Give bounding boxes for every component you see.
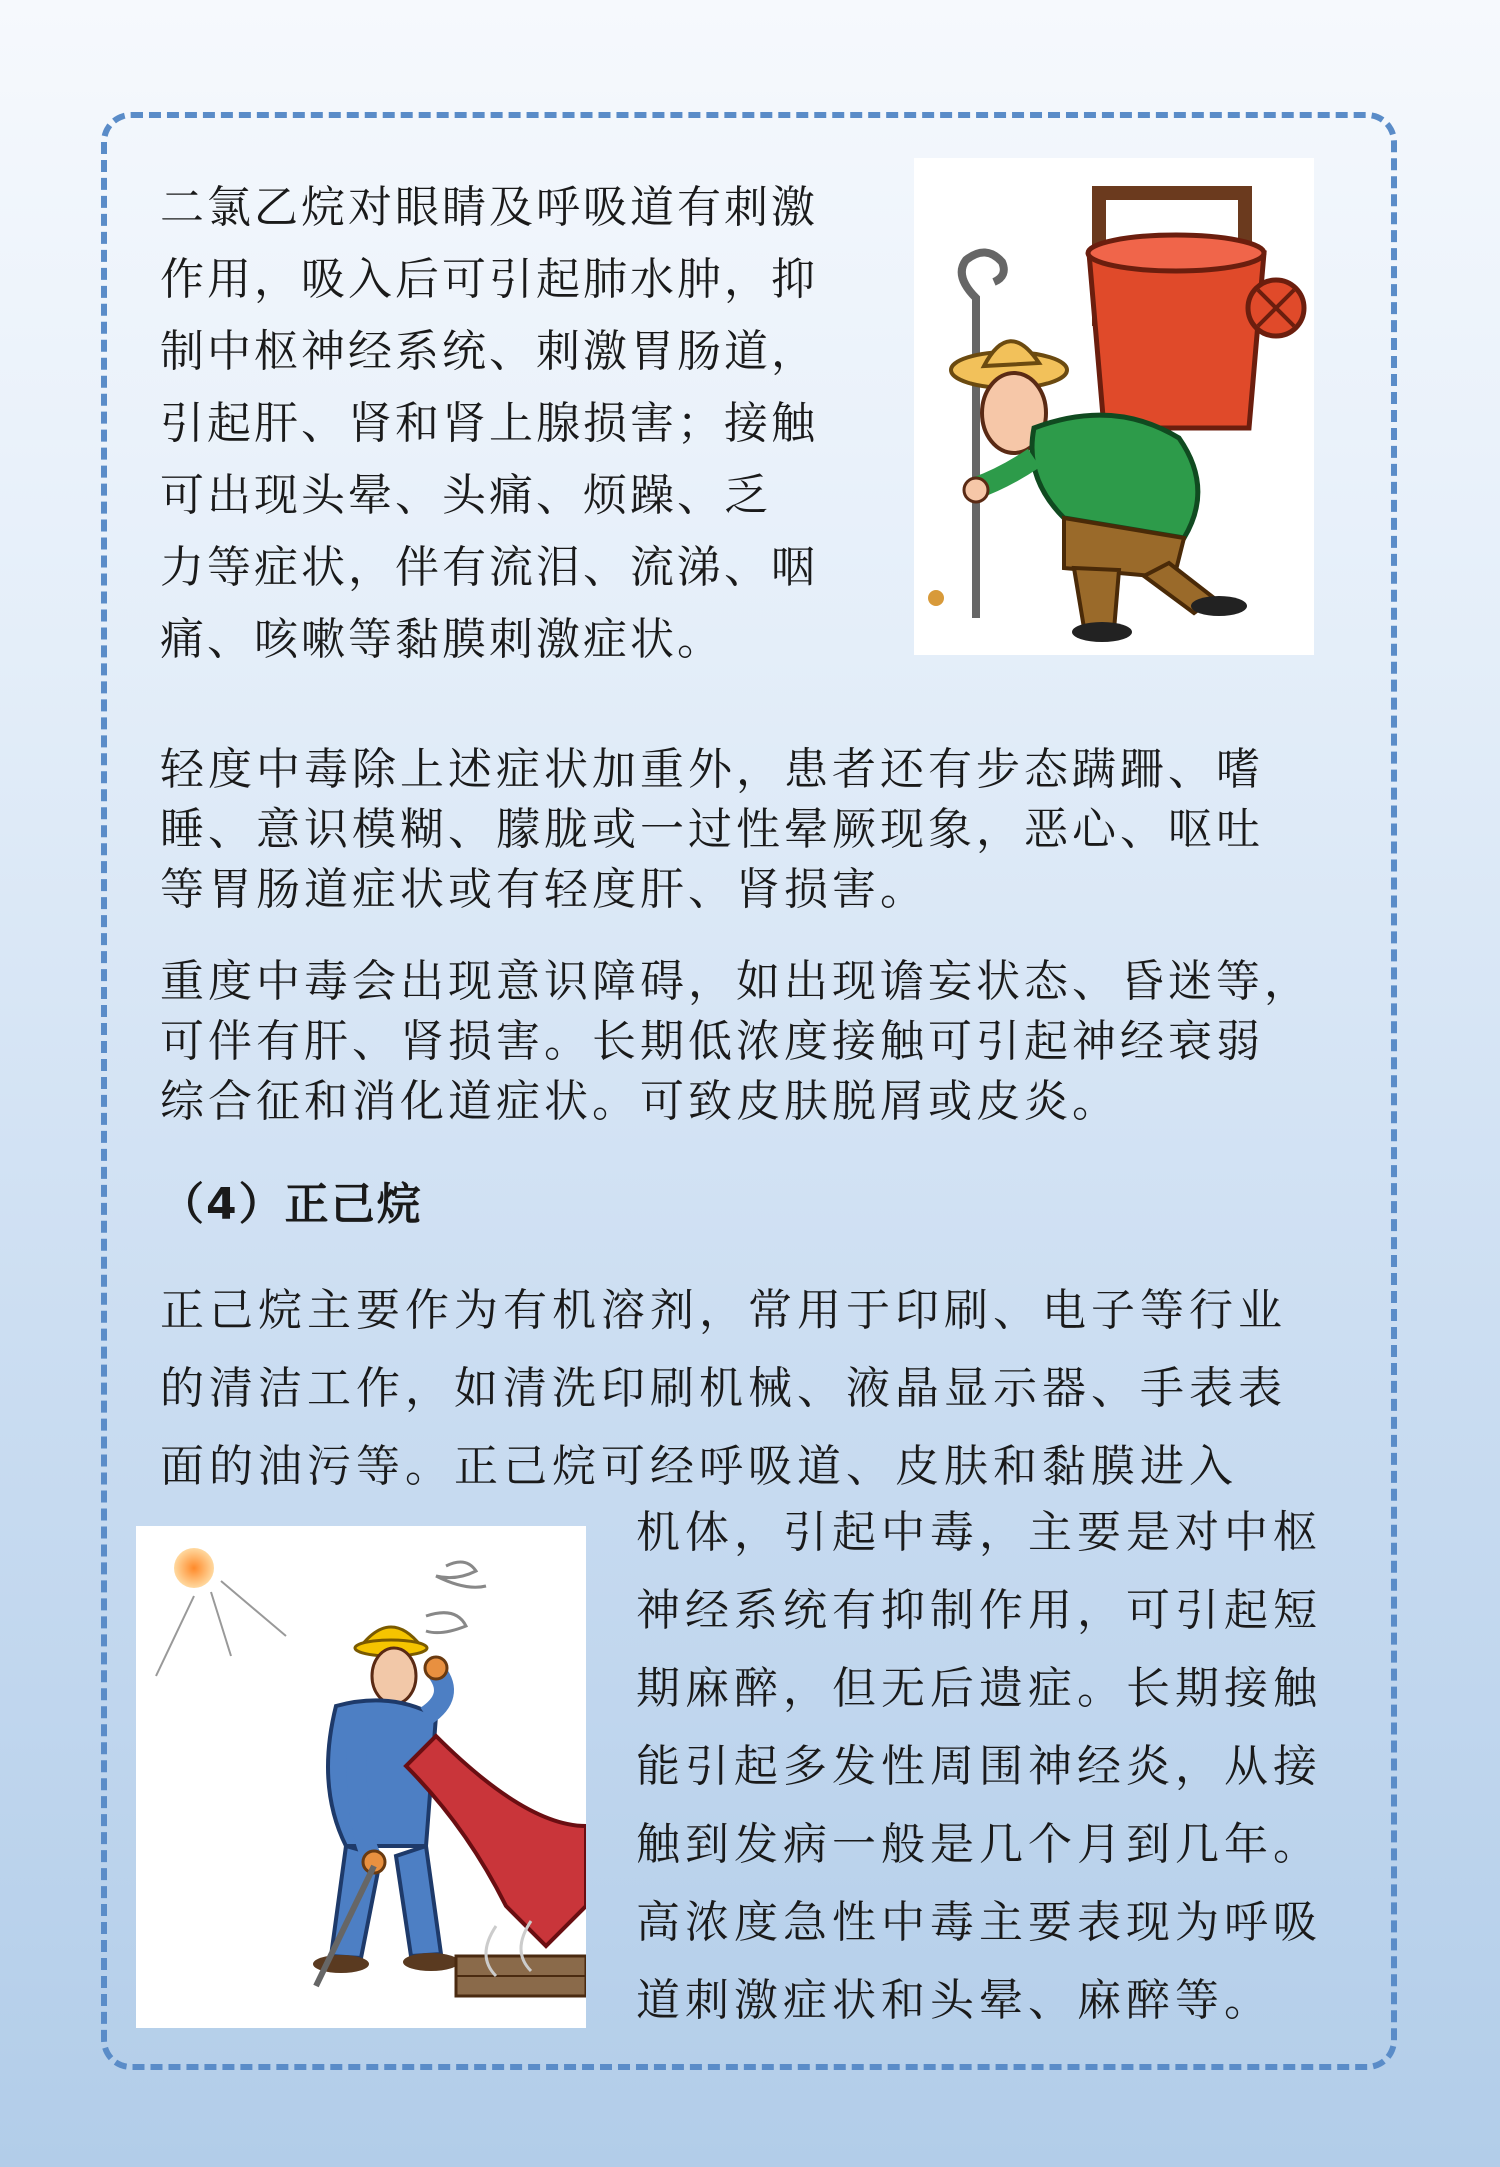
text-line: 能引起多发性周围神经炎，从接: [636, 1741, 1322, 1792]
text-line: 面的油污等。正己烷可经呼吸道、皮肤和黏膜进入: [160, 1441, 1238, 1492]
paragraph-severe-poisoning: [160, 952, 1360, 1132]
text-line: 二氯乙烷对眼睛及呼吸道有刺激: [160, 182, 818, 233]
worker-dizzy-under-sun-icon: [136, 1526, 586, 2028]
text-line: 可伴有肝、肾损害。长期低浓度接触可引起神经衰弱: [160, 1016, 1264, 1067]
text-line: 作用，吸入后可引起肺水肿，抑: [160, 254, 818, 305]
text-line: 力等症状，伴有流泪、流涕、咽: [160, 542, 818, 593]
text-line: 引起肝、肾和肾上腺损害；接触: [160, 398, 818, 449]
worker-carrying-bucket-icon: [914, 158, 1314, 655]
paragraph-n-hexane-effects: [636, 1494, 1356, 2040]
paragraph-dichloroethane-effects: [160, 172, 860, 676]
text-line: 期麻醉，但无后遗症。长期接触: [636, 1663, 1322, 1714]
text-line: 痛、咳嗽等黏膜刺激症状。: [160, 614, 724, 665]
paragraph-n-hexane-uses: [160, 1272, 1360, 1506]
text-line: 的清洁工作，如清洗印刷机械、液晶显示器、手表表: [160, 1363, 1287, 1414]
text-line: 重度中毒会出现意识障碍，如出现谵妄状态、昏迷等，: [160, 956, 1312, 1007]
paragraph-mild-poisoning: [160, 740, 1360, 920]
text-line: 睡、意识模糊、朦胧或一过性晕厥现象，恶心、呕吐: [160, 804, 1264, 855]
text-line: 正己烷主要作为有机溶剂，常用于印刷、电子等行业: [160, 1285, 1287, 1336]
text-line: 神经系统有抑制作用，可引起短: [636, 1585, 1322, 1636]
text-line: 道刺激症状和头晕、麻醉等。: [636, 1975, 1273, 2026]
text-line: 综合征和消化道症状。可致皮肤脱屑或皮炎。: [160, 1076, 1120, 1127]
text-line: 机体，引起中毒，主要是对中枢: [636, 1507, 1322, 1558]
text-line: 触到发病一般是几个月到几年。: [636, 1819, 1322, 1870]
section-heading-n-hexane: （4）正己烷: [160, 1179, 423, 1230]
text-line: 制中枢神经系统、刺激胃肠道，: [160, 326, 818, 377]
text-line: 高浓度急性中毒主要表现为呼吸: [636, 1897, 1322, 1948]
text-line: 可出现头晕、头痛、烦躁、乏: [160, 470, 771, 521]
text-line: 轻度中毒除上述症状加重外，患者还有步态蹒跚、嗜: [160, 744, 1264, 795]
text-line: 等胃肠道症状或有轻度肝、肾损害。: [160, 864, 928, 915]
